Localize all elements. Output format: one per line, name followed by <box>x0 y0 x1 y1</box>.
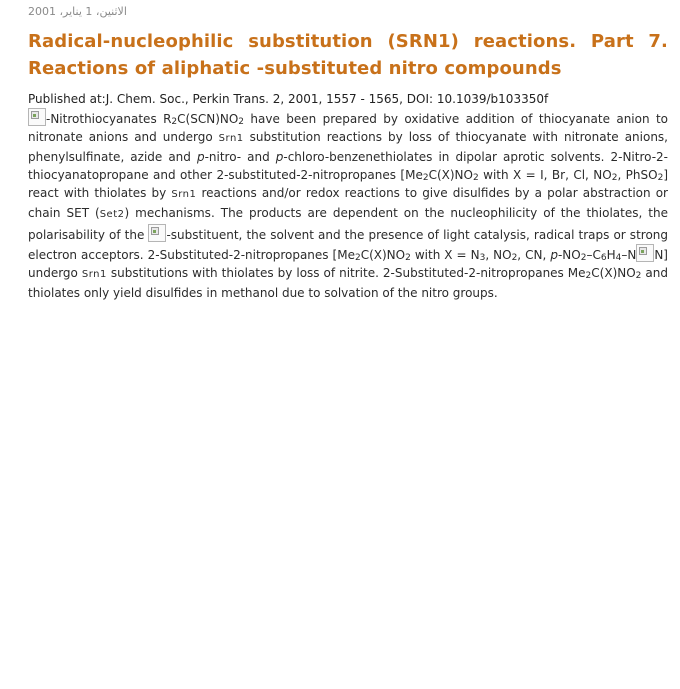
broken-image-icon <box>28 108 46 126</box>
article-title[interactable]: Radical-nucleophilic substitution (SRN1) reactions. Part 7. Reactions of aliphatic -substituted nitro compounds <box>28 31 668 79</box>
article-entry <box>28 4 668 302</box>
broken-image-icon <box>636 244 654 262</box>
publication-info: Published at:J. Chem. Soc., Perkin Trans. 2, 2001, 1557 - 1565, DOI: 10.1039/b103350f <box>28 92 549 106</box>
publication-date: الاثنين، 1 يناير، 2001 <box>28 5 127 18</box>
broken-image-icon <box>148 224 166 242</box>
article-abstract: -Nitrothiocyanates $R_2C(SCN)NO_2$ have been prepared by oxidative addition of thiocyanate anion to nitronate anions and undergo Srn1 substitution reactions by loss of thiocyanate with nitronate anions, phenylsulfinate, azide and p-nitro- and p-chloro-benzenethiolates in dipolar aprotic solvents. 2-Nitro-2-thiocyanatopropane and other 2-substituted-2-nitropropanes [$Me_2C(X)NO_2$ with X = I, Br, Cl, $NO_2$, PhSO$_2$] react with thiolates by Srn1 reactions and/or redox reactions to give disulfides by a polar abstraction or chain SET (Set2) mechanisms. The products are dependent on the nucleophilicity of the thiolates, the polarisability of the -substituent, the solvent and the presence of light catalysis, radical traps or strong electron acceptors. 2-Substituted-2-nitropropanes [$Me_2C(X)NO_2$ with $X = N_3$, $NO_2$, CN, $p-NO_2-C_6H_4-N$ N] undergo Srn1 substitutions with thiolates by loss of nitrite. 2-Substituted-2-nitropropanes $Me_2C(X)NO_2$ and thiolates only yield disulfides in methanol due to solvation of the nitro groups. <box>28 108 668 302</box>
